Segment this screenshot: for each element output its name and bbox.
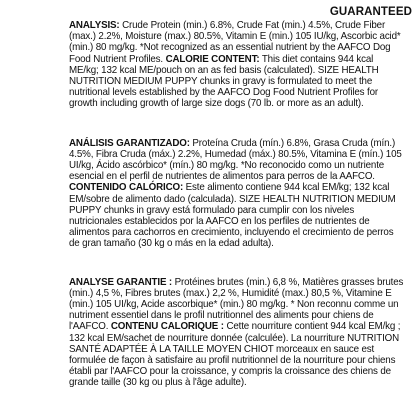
analysis-label-es: ANÁLISIS GARANTIZADO: [69, 137, 190, 149]
spanish-analysis-section [69, 138, 405, 250]
calorie-text-es: Este alimento contiene 944 kcal EM/kg; 132 kcal EM/sobre de alimento dado (calculada). SIZE HEALTH NUTRITION MEDIUM PUPPY chunks in gravy está formulado para cumplir con los niveles nutricionales establecidos por la AAFCO en los perfiles de nutrientes de alimentos para cachorros en crecimiento, incluyendo el crecimiento de perros de gran tamaño (30 kg o más en la edad adulta). [69, 182, 396, 250]
french-analysis-section [69, 277, 405, 389]
analysis-text-fr: Protéines brutes (min.) 6,8 %, Matières grasses brutes (min.) 4,5 %, Fibres brutes (max.) 2,2 %, Humidité (max.) 80,5 %, Vitamine E (min.) 105 UI/kg, Acide ascorbique* (min.) 80 mg/kg. * Non reconnu comme un nutriment essentiel dans le profil nutritionnel des aliments pour chiens de l'AAFCO. [69, 276, 404, 333]
calorie-text-en: This diet contains 944 kcal ME/kg; 132 kcal ME/pouch on an as fed basis (calculated). SIZE HEALTH NUTRITION MEDIUM PUPPY chunks in gravy is formulated to meet the nutritional levels established by the AAFCO Dog Food Nutrient Profiles for growth including growth of large size dogs (70 lb. or more as an adult). [69, 53, 379, 110]
analysis-text-es: Proteína Cruda (mín.) 6.8%, Grasa Cruda (mín.) 4.5%, Fibra Cruda (máx.) 2.2%, Humedad (máx.) 80.5%, Vitamina E (mín.) 105 UI/kg, Ácido ascórbico* (mín.) 80 mg/kg. *No reconocido como un nutriente esencial en el perfil de nutrientes de alimentos para perros de la AAFCO. [69, 137, 402, 183]
analysis-label-fr: ANALYSE GARANTIE : [69, 276, 173, 288]
calorie-label-fr: CONTENU CALORIQUE : [110, 321, 224, 333]
calorie-label-en: CALORIE CONTENT: [165, 53, 260, 65]
guaranteed-heading: GUARANTEED [329, 6, 412, 18]
english-analysis-section [69, 20, 405, 110]
calorie-text-fr: Cette nourriture contient 944 kcal EM/kg ; 132 kcal EM/sachet de nourriture donnée (calculée). La nourriture NUTRITION SANTÉ ADAPTÉE À LA TAILLE MOYEN CHIOT morceaux en sauce est formulée de façon à satisfaire au profil nutritionnel de la nourriture pour chiens établi par l'AAFCO pour la croissance, y compris la croissance des chiens de grande taille (30 kg ou plus à l'âge adulte). [69, 321, 401, 389]
analysis-text-en: Crude Protein (min.) 6.8%, Crude Fat (min.) 4.5%, Crude Fiber (max.) 2.2%, Moisture (max.) 80.5%, Vitamin E (min.) 105 IU/kg, Ascorbic acid* (min.) 80 mg/kg. *Not recognized as an essential nutrient by the AAFCO Dog Food Nutrient Profiles. [69, 20, 401, 65]
calorie-label-es: CONTENIDO CALÓRICO: [69, 182, 184, 194]
analysis-label-en: ANALYSIS: [69, 20, 120, 31]
